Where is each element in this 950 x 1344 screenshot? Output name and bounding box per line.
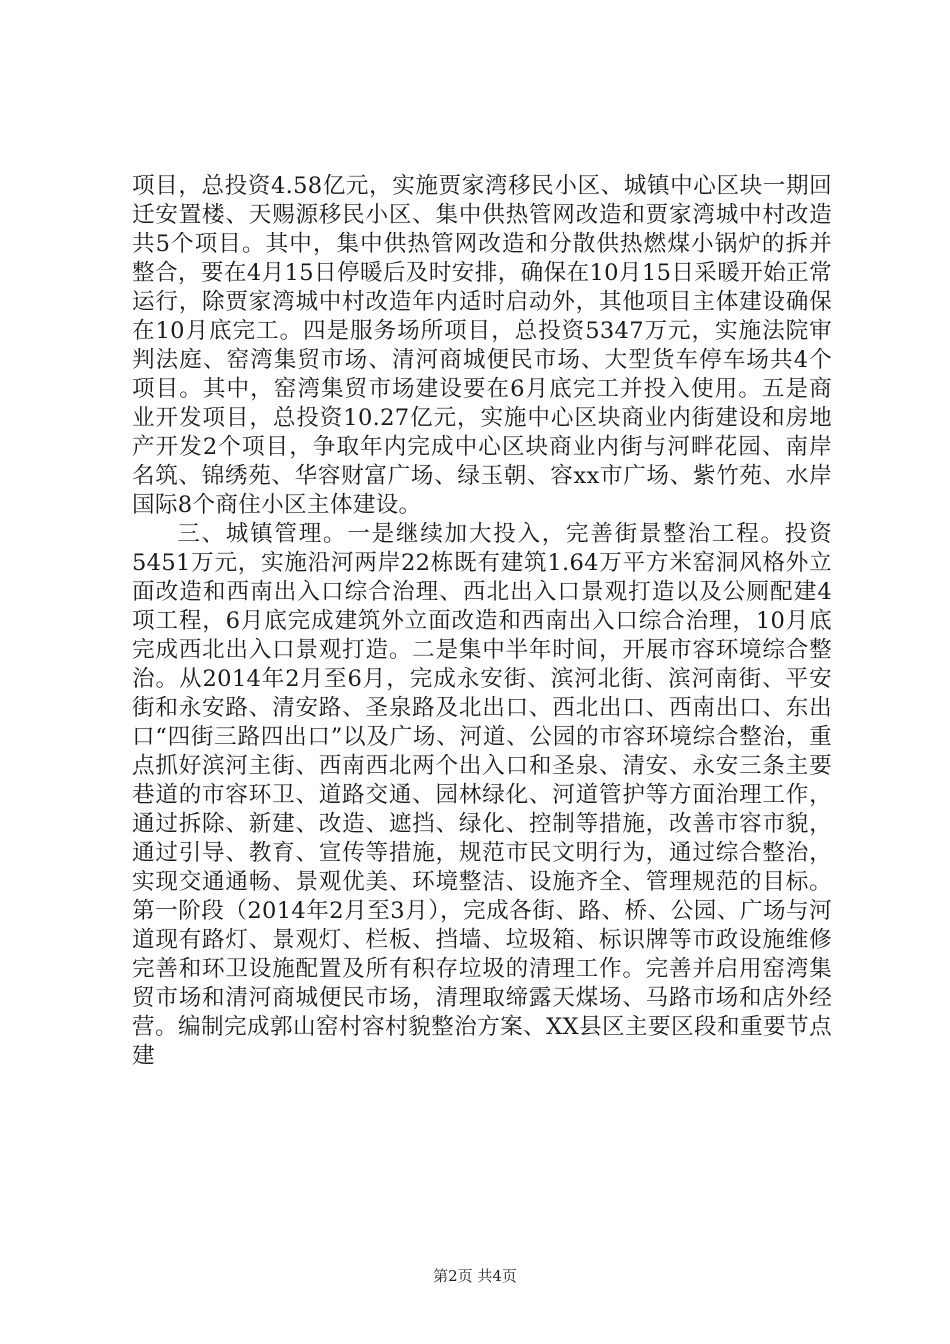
page-footer: 第2页 共4页 [433, 1267, 517, 1285]
paragraph-project-investment: 项目，总投资4.58亿元，实施贾家湾移民小区、城镇中心区块一期回迁安置楼、天赐源移民小区、集中供热管网改造和贾家湾城中村改造共5个项目。其中，集中供热管网改造和分散供热燃煤小锅炉的拆并整合，要在4月15日停暖后及时安排，确保在10月15日采暖开始正常运行，除贾家湾城中村改造年内适时启动外，其他项目主体建设确保在10月底完工。四是服务场所项目，总投资5347万元，实施法院审判法庭、窑湾集贸市场、清河商城便民市场、大型货车停车场共4个项目。其中，窑湾集贸市场建设要在6月底完工并投入使用。五是商业开发项目，总投资10.27亿元，实施中心区块商业内街建设和房地产开发2个项目，争取年内完成中心区块商业内街与河畔花园、南岸名筑、锦绣苑、华容财富广场、绿玉朝、容xx市广场、紫竹苑、水岸国际8个商住小区主体建设。 [132, 173, 832, 518]
paragraph-town-management: 三、城镇管理。一是继续加大投入，完善街景整治工程。投资5451万元，实施沿河两岸22栋既有建筑1.64万平方米窑洞风格外立面改造和西南出入口综合治理、西北出入口景观打造以及公厕配建4项工程，6月底完成建筑外立面改造和西南出入口综合治理，10月底完成西北出入口景观打造。二是集中半年时间，开展市容环境综合整治。从2014年2月至6月，完成永安街、滨河北街、滨河南街、平安街和永安路、清安路、圣泉路及北出口、西北出口、西南出口、东出口“四街三路四出口”以及广场、河道、公园的市容环境综合整治，重点抓好滨河主街、西南西北两个出入口和圣泉、清安、永安三条主要巷道的市容环卫、道路交通、园林绿化、河道管护等方面治理工作，通过拆除、新建、改造、遮挡、绿化、控制等措施，改善市容市貌，通过引导、教育、宣传等措施，规范市民文明行为，通过综合整治，实现交通通畅、景观优美、环境整洁、设施齐全、管理规范的目标。第一阶段（2014年2月至3月），完成各街、路、桥、公园、广场与河道现有路灯、景观灯、栏板、挡墙、垃圾箱、标识牌等市政设施维修完善和环卫设施配置及所有积存垃圾的清理工作。完善并启用窑湾集贸市场和清河商城便民市场，清理取缔露天煤场、马路市场和店外经营。编制完成郭山窑村容村貌整治方案、XX县区主要区段和重要节点建 [132, 521, 832, 1069]
document-body [132, 172, 832, 1071]
